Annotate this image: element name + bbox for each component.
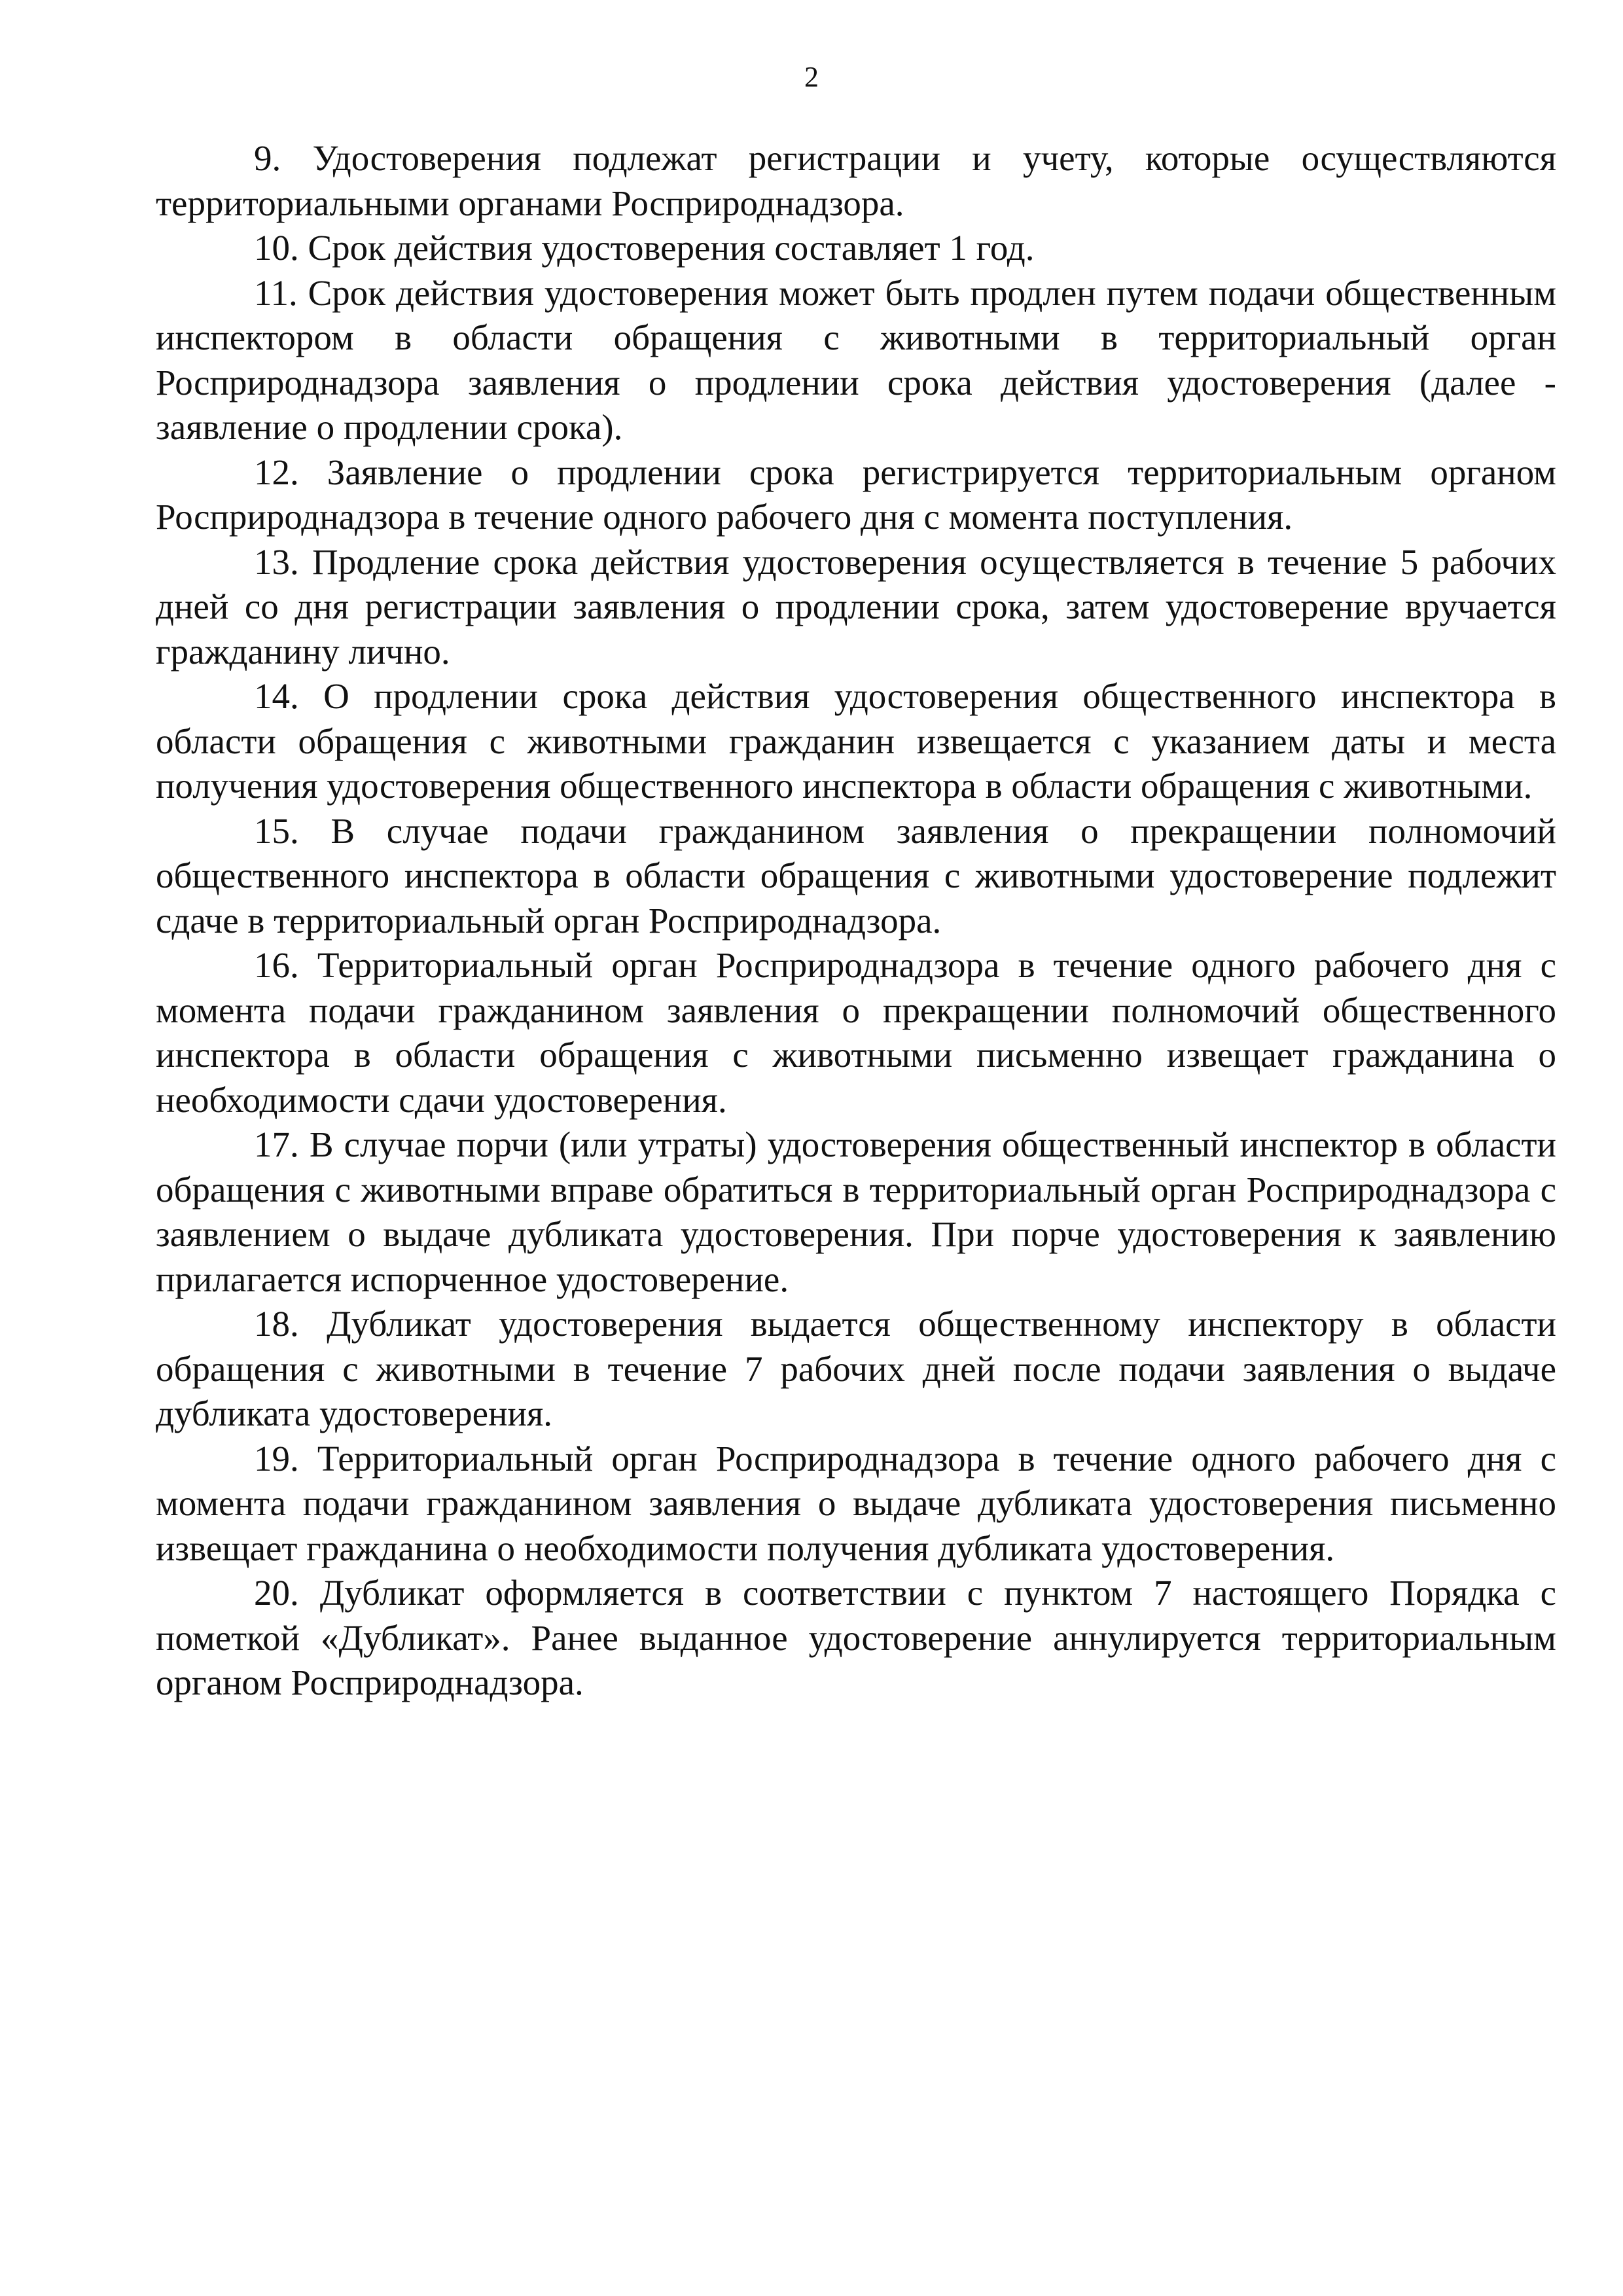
paragraph-14: 14. О продлении срока действия удостоверения общественного инспектора в области обращения с животными гражданин извещается с указанием даты и места получения удостоверения общественного инспектора в области обращения с животными. (156, 676, 1556, 806)
document-body (156, 136, 1556, 1706)
paragraph-17: 17. В случае порчи (или утраты) удостоверения общественный инспектор в области обращения с животными вправе обратиться в территориальный орган Росприроднадзора с заявлением о выдаче дубликата удостоверения. При порче удостоверения к заявлению прилагается испорченное удостоверение. (156, 1124, 1556, 1299)
paragraph-20: 20. Дубликат оформляется в соответствии с пунктом 7 настоящего Порядка с пометкой «Дубликат». Ранее выданное удостоверение аннулируется территориальным органом Росприроднадзора. (156, 1573, 1556, 1702)
paragraph-15: 15. В случае подачи гражданином заявления о прекращении полномочий общественного инспектора в области обращения с животными удостоверение подлежит сдаче в территориальный орган Росприроднадзора. (156, 810, 1556, 941)
paragraph-10: 10. Срок действия удостоверения составляет 1 год. (254, 228, 1035, 268)
paragraph-16: 16. Территориальный орган Росприроднадзора в течение одного рабочего дня с момента подачи гражданином заявления о прекращении полномочий общественного инспектора в области обращения с животными письменно извещает гражданина о необходимости сдачи удостоверения. (156, 945, 1556, 1120)
paragraph-12: 12. Заявление о продлении срока регистрируется территориальным органом Росприроднадзора в течение одного рабочего дня с момента поступления. (156, 452, 1556, 537)
paragraph-9: 9. Удостоверения подлежат регистрации и учету, которые осуществляются территориальными органами Росприроднадзора. (156, 138, 1556, 223)
page-number: 2 (804, 61, 819, 93)
paragraph-13: 13. Продление срока действия удостоверения осуществляется в течение 5 рабочих дней со дня регистрации заявления о продлении срока, затем удостоверение вручается гражданину лично. (156, 541, 1556, 672)
paragraph-18: 18. Дубликат удостоверения выдается общественному инспектору в области обращения с животными в течение 7 рабочих дней после подачи заявления о выдаче дубликата удостоверения. (156, 1304, 1556, 1433)
paragraph-11: 11. Срок действия удостоверения может быть продлен путем подачи общественным инспектором в области обращения с животными в территориальный орган Росприроднадзора заявления о продлении срока действия удостоверения (далее - заявление о продлении срока). (156, 272, 1556, 447)
paragraph-19: 19. Территориальный орган Росприроднадзора в течение одного рабочего дня с момента подачи гражданином заявления о выдаче дубликата удостоверения письменно извещает гражданина о необходимости получения дубликата удостоверения. (156, 1438, 1556, 1568)
